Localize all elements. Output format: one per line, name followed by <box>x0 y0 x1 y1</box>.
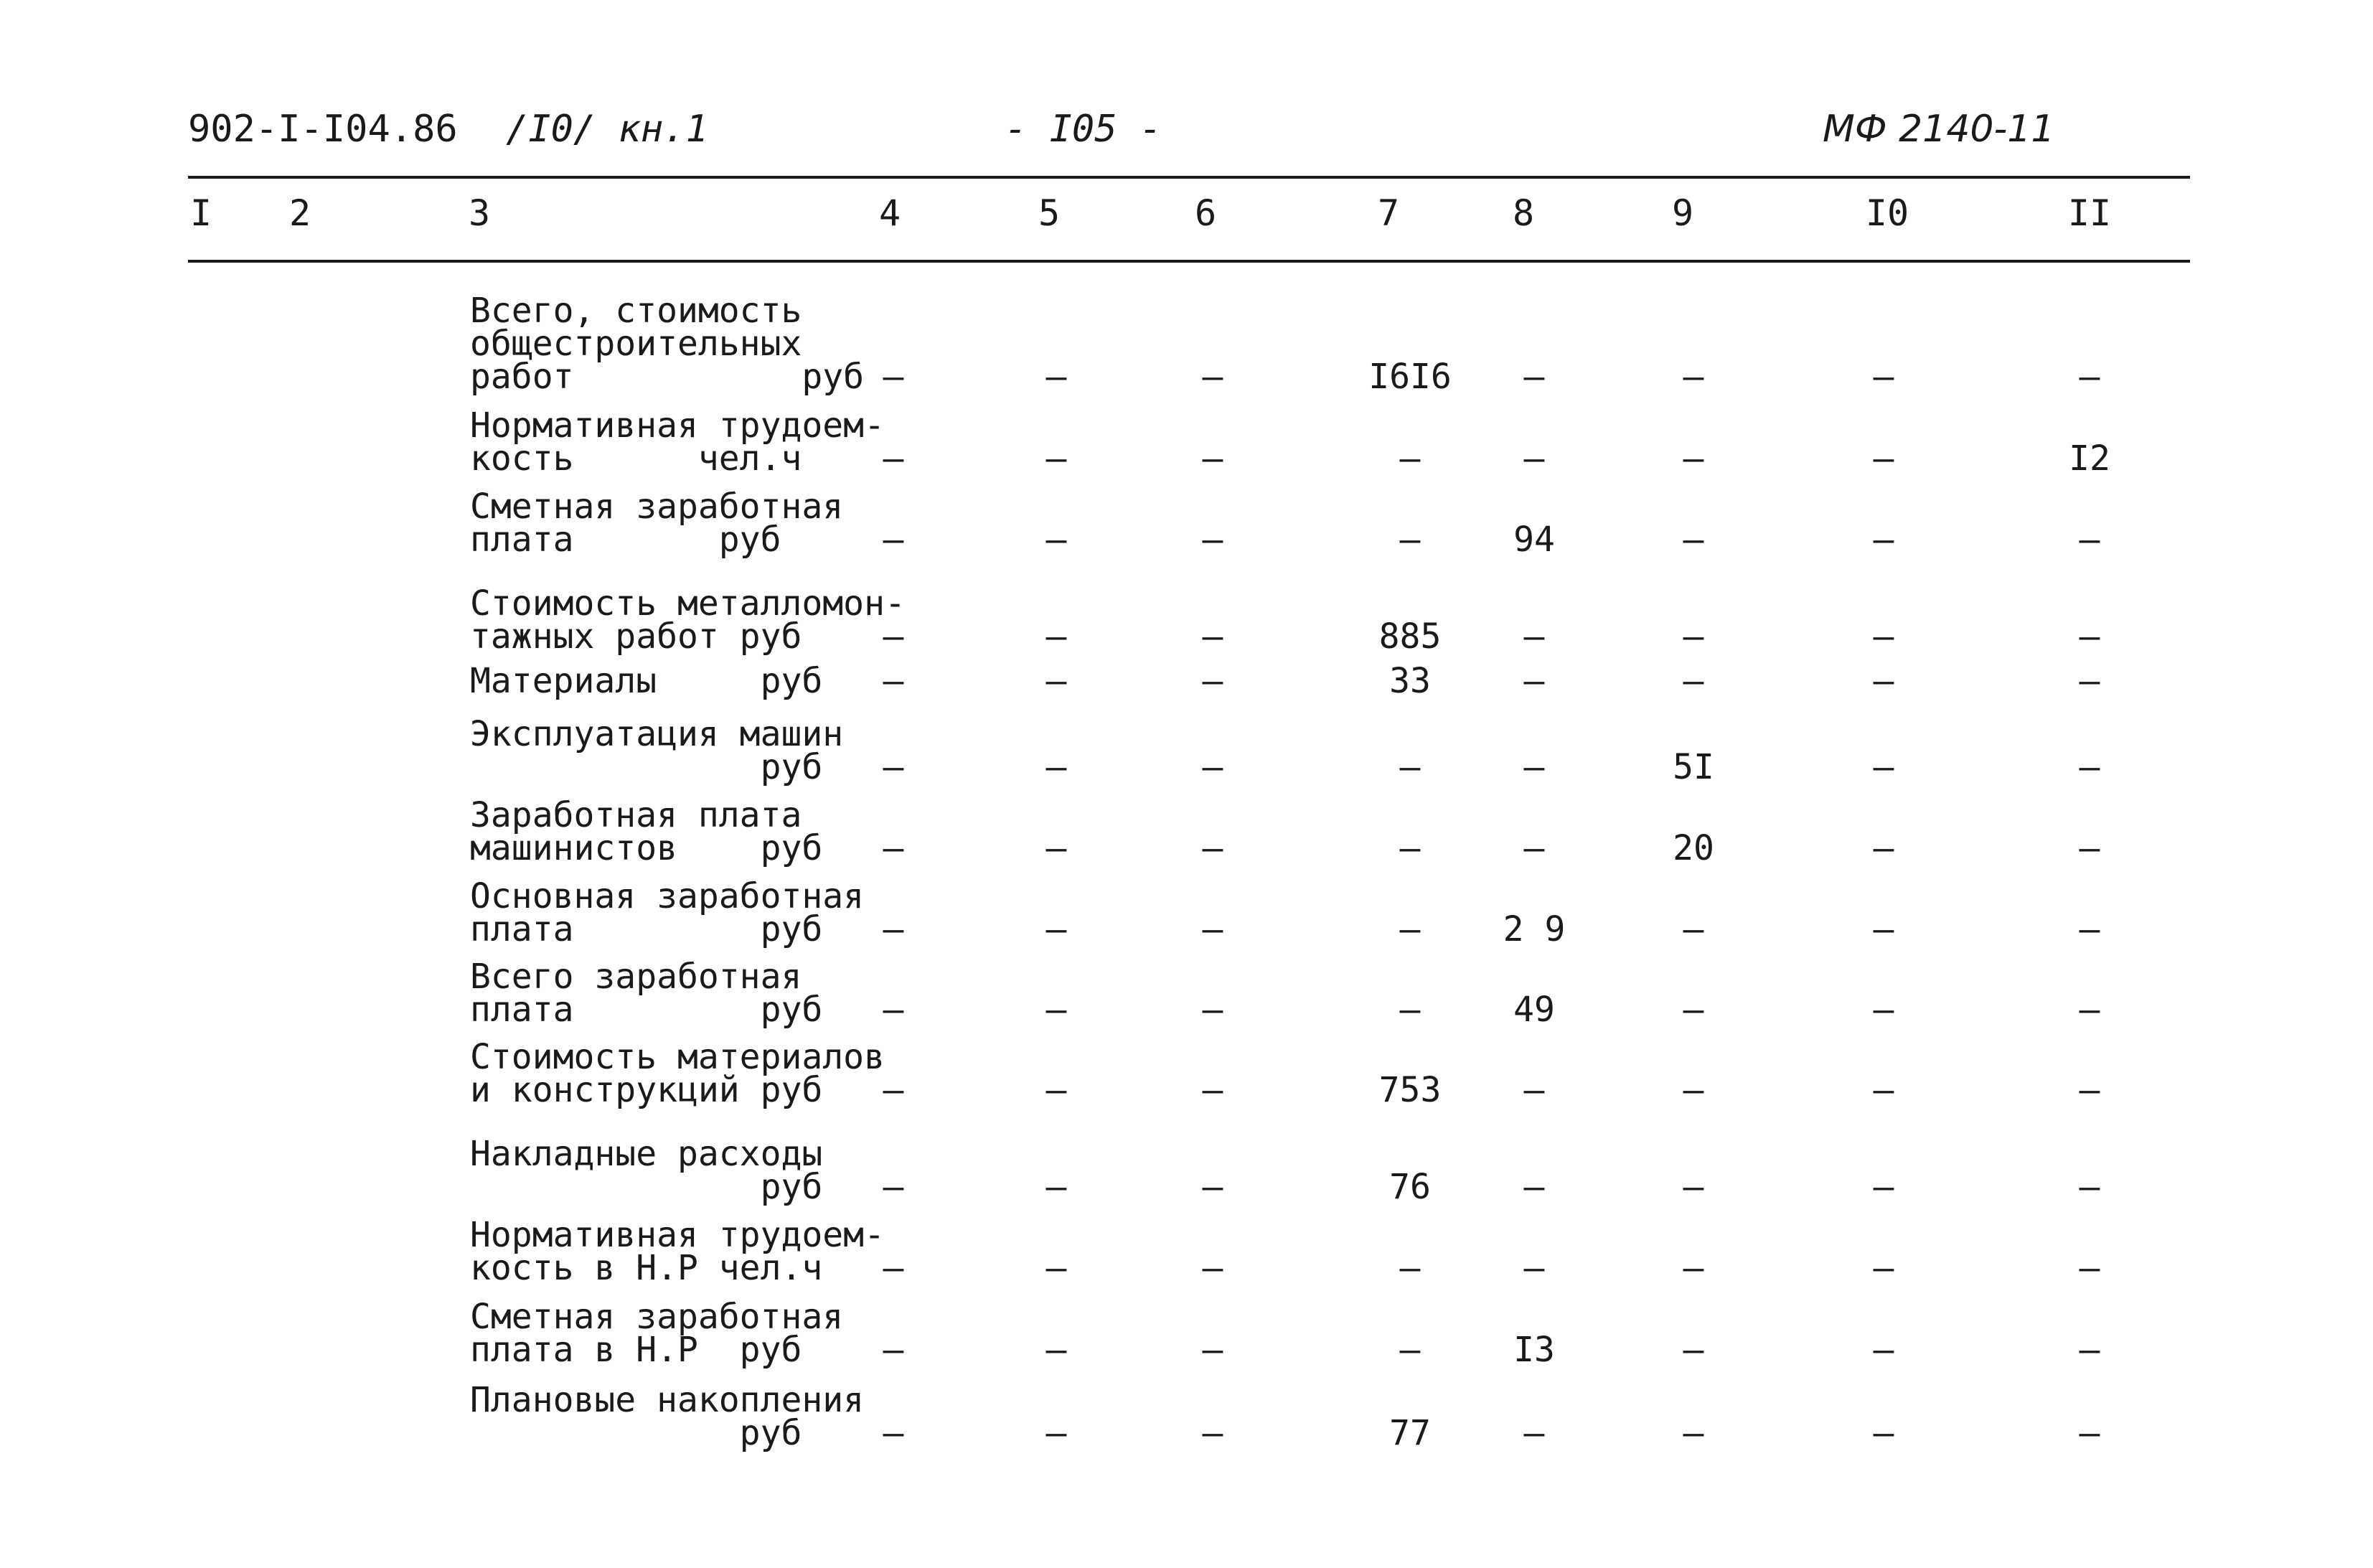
page-number: - I05 - <box>1005 108 1162 151</box>
row-label: Плановые накопления руб <box>470 1380 865 1453</box>
row-label: Нормативная трудоем- кость чел.ч <box>470 405 885 479</box>
table-cell: – <box>1045 616 1067 657</box>
table-cell: – <box>1523 357 1545 397</box>
table-cell: – <box>2079 1167 2100 1207</box>
table-cell: 753 <box>1378 1070 1442 1110</box>
table-cell: – <box>1523 661 1545 701</box>
table-cell: 94 <box>1513 520 1555 560</box>
table-cell: – <box>883 1070 904 1110</box>
row-label: Нормативная трудоем- кость в Н.Р чел.ч <box>470 1215 885 1288</box>
table-cell: – <box>1202 616 1223 657</box>
table-cell: – <box>1045 1070 1067 1110</box>
column-header: 4 <box>878 192 901 234</box>
table-header-rule <box>188 260 2190 263</box>
table-cell: – <box>1873 1167 1894 1207</box>
table-cell: – <box>883 828 904 868</box>
table-cell: – <box>1523 1413 1545 1453</box>
table-cell: – <box>1202 1167 1223 1207</box>
table-cell: 5I <box>1673 747 1714 787</box>
table-cell: 20 <box>1673 828 1714 868</box>
table-cell: – <box>1045 828 1067 868</box>
table-cell: – <box>1873 1070 1894 1110</box>
table-cell: – <box>1683 438 1704 479</box>
table-cell: – <box>1873 828 1894 868</box>
table-cell: – <box>1873 990 1894 1030</box>
table-cell: – <box>1399 747 1421 787</box>
column-header: 7 <box>1377 192 1400 234</box>
table-cell: – <box>1202 520 1223 560</box>
row-label: Основная заработная плата руб <box>470 876 865 949</box>
table-cell: – <box>1523 828 1545 868</box>
table-cell: – <box>1045 990 1067 1030</box>
table-cell: – <box>1202 990 1223 1030</box>
table-cell: – <box>1873 520 1894 560</box>
table-cell: – <box>1873 661 1894 701</box>
table-cell: – <box>1399 1248 1421 1288</box>
table-cell: 885 <box>1378 616 1442 657</box>
column-header: II <box>2067 192 2112 234</box>
table-cell: – <box>1683 357 1704 397</box>
table-cell: – <box>883 909 904 949</box>
table-cell: – <box>1045 1167 1067 1207</box>
table-cell: – <box>1202 357 1223 397</box>
table-cell: – <box>1202 828 1223 868</box>
table-cell: – <box>1045 747 1067 787</box>
table-cell: – <box>1045 1413 1067 1453</box>
table-cell: – <box>1045 438 1067 479</box>
row-label: Эксплуатация машин руб <box>470 714 844 787</box>
column-header: 3 <box>468 192 491 234</box>
table-cell: – <box>1399 438 1421 479</box>
table-cell: – <box>1045 520 1067 560</box>
table-cell: – <box>883 616 904 657</box>
table-cell: – <box>883 1330 904 1370</box>
table-cell: – <box>1399 1330 1421 1370</box>
table-cell: – <box>1683 1330 1704 1370</box>
table-cell: – <box>1523 616 1545 657</box>
column-header: 5 <box>1038 192 1061 234</box>
table-cell: – <box>1399 520 1421 560</box>
table-cell: – <box>1202 1248 1223 1288</box>
table-cell: I6I6 <box>1368 357 1452 397</box>
table-cell: – <box>1873 357 1894 397</box>
table-cell: – <box>1873 1413 1894 1453</box>
table-cell: – <box>1683 909 1704 949</box>
table-cell: 49 <box>1513 990 1555 1030</box>
table-cell: 77 <box>1389 1413 1431 1453</box>
table-cell: – <box>883 438 904 479</box>
table-cell: – <box>1202 909 1223 949</box>
table-cell: – <box>883 1413 904 1453</box>
table-cell: – <box>1683 1413 1704 1453</box>
table-cell: – <box>1045 1248 1067 1288</box>
table-cell: – <box>1202 438 1223 479</box>
table-cell: – <box>1873 909 1894 949</box>
document-code: 902-I-I04.86 <box>188 108 458 151</box>
row-label: Всего заработная плата руб <box>470 957 823 1030</box>
table-cell: – <box>883 747 904 787</box>
table-cell: – <box>2079 828 2100 868</box>
table-cell: I2 <box>2069 438 2110 479</box>
table-cell: – <box>2079 616 2100 657</box>
table-cell: – <box>1683 990 1704 1030</box>
table-cell: – <box>2079 909 2100 949</box>
table-cell: – <box>2079 1330 2100 1370</box>
table-cell: – <box>2079 990 2100 1030</box>
table-cell: – <box>1399 909 1421 949</box>
table-cell: – <box>1202 661 1223 701</box>
column-header: I0 <box>1865 192 1909 234</box>
volume-number: /I0/ кн.1 <box>506 108 708 151</box>
table-cell: – <box>883 661 904 701</box>
table-cell: – <box>2079 747 2100 787</box>
reference-code: МФ 2140-11 <box>1823 108 2055 151</box>
table-cell: – <box>2079 661 2100 701</box>
row-label: Стоимость металломон- тажных работ руб <box>470 583 906 657</box>
table-cell: I3 <box>1513 1330 1555 1370</box>
table-cell: – <box>1045 661 1067 701</box>
table-cell: – <box>1202 1330 1223 1370</box>
row-label: Заработная плата машинистов руб <box>470 795 823 868</box>
table-cell: 76 <box>1389 1167 1431 1207</box>
table-top-rule <box>188 176 2190 179</box>
table-cell: – <box>1873 438 1894 479</box>
table-cell: – <box>1683 616 1704 657</box>
table-cell: – <box>2079 1070 2100 1110</box>
table-cell: – <box>1202 1070 1223 1110</box>
table-cell: – <box>1873 616 1894 657</box>
table-cell: – <box>883 357 904 397</box>
column-header: 9 <box>1671 192 1694 234</box>
table-cell: – <box>1523 438 1545 479</box>
table-cell: – <box>1202 747 1223 787</box>
table-cell: – <box>1523 1070 1545 1110</box>
table-cell: – <box>1045 357 1067 397</box>
table-cell: – <box>1399 828 1421 868</box>
table-cell: – <box>883 520 904 560</box>
table-cell: – <box>883 990 904 1030</box>
column-header: 8 <box>1512 192 1535 234</box>
row-label: Материалы руб <box>470 661 823 701</box>
table-cell: – <box>2079 357 2100 397</box>
table-cell: – <box>1683 661 1704 701</box>
column-header: 6 <box>1194 192 1217 234</box>
table-cell: – <box>1523 747 1545 787</box>
row-label: Сметная заработная плата руб <box>470 487 844 560</box>
table-cell: – <box>1523 1167 1545 1207</box>
table-cell: – <box>1045 909 1067 949</box>
table-cell: – <box>2079 520 2100 560</box>
table-cell: – <box>1523 1248 1545 1288</box>
row-label: Накладные расходы руб <box>470 1134 823 1207</box>
table-cell: – <box>1873 1248 1894 1288</box>
table-cell: – <box>1399 990 1421 1030</box>
table-cell: – <box>1683 1070 1704 1110</box>
row-label: Всего, стоимость общестроительных работ руб <box>470 291 865 397</box>
row-label: Сметная заработная плата в Н.Р руб <box>470 1297 844 1370</box>
table-cell: – <box>1045 1330 1067 1370</box>
table-cell: 2 9 <box>1503 909 1566 949</box>
table-cell: – <box>883 1167 904 1207</box>
table-cell: – <box>1873 1330 1894 1370</box>
table-cell: – <box>883 1248 904 1288</box>
row-label: Стоимость материалов и конструкций руб <box>470 1037 885 1110</box>
table-cell: – <box>1683 1167 1704 1207</box>
table-cell: – <box>2079 1413 2100 1453</box>
table-cell: – <box>1202 1413 1223 1453</box>
column-header: 2 <box>288 192 311 234</box>
table-cell: – <box>1683 1248 1704 1288</box>
table-cell: – <box>1873 747 1894 787</box>
table-cell: – <box>2079 1248 2100 1288</box>
column-header: I <box>189 192 212 234</box>
table-cell: 33 <box>1389 661 1431 701</box>
table-cell: – <box>1683 520 1704 560</box>
